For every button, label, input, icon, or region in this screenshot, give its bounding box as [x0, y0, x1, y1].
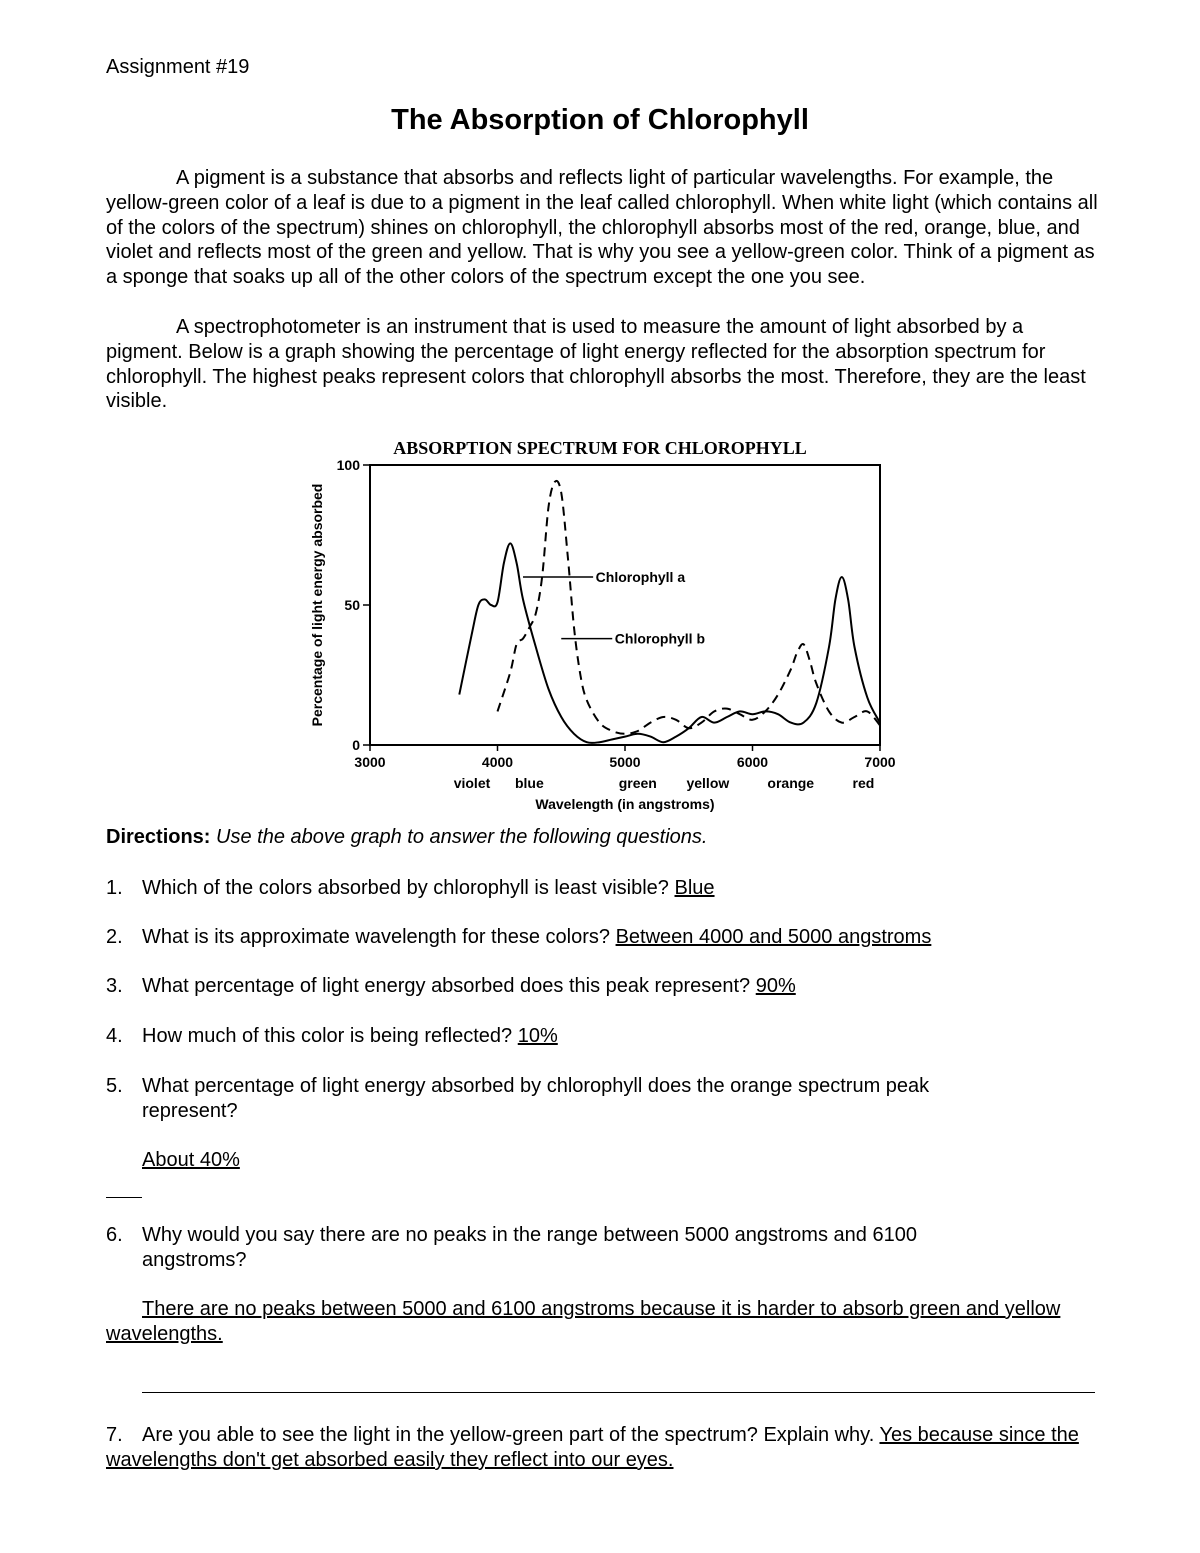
answer-text: Between 4000 and 5000 angstroms: [615, 926, 932, 948]
question-2: [106, 925, 931, 950]
question-number: 7.: [106, 1424, 123, 1446]
question-6: [106, 1223, 1026, 1273]
answer-text: 10%: [517, 1025, 558, 1047]
question-text: Why would you say there are no peaks in the range between 5000 angstroms and 6100 angstroms?: [142, 1224, 917, 1271]
question-3: [106, 974, 796, 999]
question-number: 1.: [106, 877, 123, 899]
question-number: 4.: [106, 1025, 123, 1047]
question-text: How much of this color is being reflected?: [142, 1025, 513, 1047]
intro-paragraph-1-text: A pigment is a substance that absorbs and reflects light of particular wavelengths. For example, the yellow-green color of a leaf is due to a pigment in the leaf called chlorophyll. When white light (which contains all of the colors of the spectrum) shines on chlorophyll, the chlorophyll absorbs most of the red, orange, blue, and violet and reflects most of the green and yellow. That is why you see a yellow-green color. Think of a pigment as a sponge that soaks up all of the other colors of the spectrum except the one you see.: [106, 167, 1098, 289]
intro-paragraph-2: [106, 315, 1101, 414]
answer-text: Yes because since the wavelengths don't get absorbed easily they reflect into our eyes.: [106, 1424, 1079, 1471]
color-label: green: [618, 775, 657, 791]
y-tick-label: 0: [352, 737, 360, 753]
directions: [106, 826, 707, 849]
question-5: [106, 1074, 1026, 1124]
answer-line-long: [142, 1392, 1095, 1393]
color-label: red: [852, 775, 875, 791]
question-text: What percentage of light energy absorbed does this peak represent?: [142, 975, 751, 997]
axis-labels: [337, 457, 896, 791]
axis-ticks: [363, 465, 880, 751]
x-tick-label: 3000: [354, 754, 386, 770]
answer-line-short: [106, 1197, 142, 1198]
y-axis-label: Percentage of light energy absorbed: [309, 483, 325, 727]
x-tick-label: 4000: [481, 754, 514, 770]
question-text: What is its approximate wavelength for these colors?: [142, 926, 610, 948]
color-label: orange: [767, 775, 815, 791]
answer-text: Blue: [674, 877, 715, 899]
x-tick-label: 7000: [864, 754, 896, 770]
y-tick-label: 50: [344, 597, 360, 613]
question-text: Are you able to see the light in the yellow-green part of the spectrum? Explain why.: [142, 1424, 875, 1446]
intro-paragraph-1: [106, 166, 1101, 290]
color-label: violet: [453, 775, 491, 791]
question-number: 3.: [106, 975, 123, 997]
question-number: 6.: [106, 1224, 123, 1246]
directions-label: Directions:: [106, 826, 211, 848]
page-title: The Absorption of Chlorophyll: [391, 104, 809, 136]
plot-frame: [370, 465, 880, 745]
series-lines: [459, 481, 880, 743]
color-label: blue: [514, 775, 544, 791]
directions-text: Use the above graph to answer the following questions.: [216, 826, 708, 848]
answer-6: [106, 1297, 1081, 1347]
x-tick-label: 5000: [609, 754, 641, 770]
absorption-chart: [290, 455, 910, 825]
answer-text: About 40%: [142, 1149, 240, 1171]
answer-5: [142, 1148, 240, 1173]
chart-title: ABSORPTION SPECTRUM FOR CHLOROPHYLL: [393, 438, 807, 458]
x-tick-label: 6000: [736, 754, 769, 770]
series-label: Chlorophyll b: [614, 630, 706, 647]
x-axis-label: Wavelength (in angstroms): [535, 796, 715, 812]
question-number: 5.: [106, 1075, 123, 1097]
question-number: 2.: [106, 926, 123, 948]
intro-paragraph-2-text: A spectrophotometer is an instrument that is used to measure the amount of light absorbed by a pigment. Below is a graph showing the percentage of light energy reflected for the absorption spectrum for chlorophyll. The highest peaks represent colors that chlorophyll absorbs the most. Therefore, they are the least visible.: [106, 316, 1086, 413]
color-label: yellow: [686, 775, 730, 791]
series-label: Chlorophyll a: [595, 569, 686, 585]
question-4: [106, 1024, 558, 1049]
question-text: Which of the colors absorbed by chlorophyll is least visible?: [142, 877, 669, 899]
series-chlorophyll-b-line: [498, 481, 881, 734]
question-text: What percentage of light energy absorbed by chlorophyll does the orange spectrum peak represent?: [142, 1075, 930, 1122]
question-1: [106, 876, 715, 901]
y-tick-label: 100: [336, 457, 360, 473]
assignment-number: Assignment #19: [106, 56, 250, 78]
answer-text: There are no peaks between 5000 and 6100 angstroms because it is harder to absorb green and yellow wavelengths.: [106, 1298, 1061, 1345]
question-7: [106, 1423, 1096, 1473]
answer-text: 90%: [755, 975, 796, 997]
